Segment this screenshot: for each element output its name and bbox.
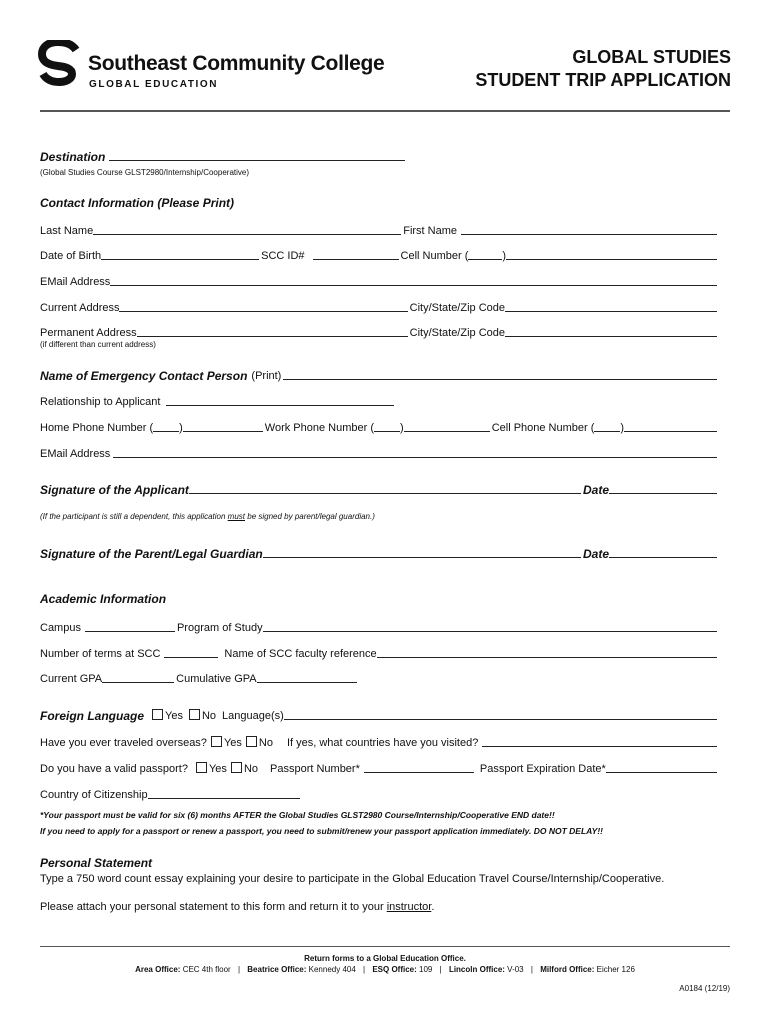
emergency-email-field[interactable] [113,446,717,458]
phones-row [40,418,719,434]
gpa-row [40,669,719,685]
office-name: Beatrice Office: [247,965,307,974]
cell-phone-label: Cell Phone Number ( ) [491,422,625,434]
destination-label: Destination [40,150,106,164]
form-title-line2: STUDENT TRIP APPLICATION [475,70,731,90]
faculty-label: Name of SCC faculty reference [224,648,377,660]
cum-gpa-label: Cumulative GPA [176,673,257,685]
permanent-address-field[interactable] [137,325,408,337]
terms-label: Number of terms at SCC [40,648,161,660]
passport-number-label: Passport Number* [270,763,360,775]
passport-yes-label: Yes [208,763,227,775]
cell-phone-label-text: Cell Phone Number ( [491,422,595,434]
division-name: GLOBAL EDUCATION [89,79,219,90]
permanent-csz-field[interactable] [505,325,717,337]
terms-row [40,644,719,660]
personal-instruction: Type a 750 word count essay explaining your desire to participate in the Global Education Travel Course/Internship/Cooperative. [40,873,665,885]
countries-field[interactable] [482,735,717,747]
current-csz-field[interactable] [505,300,717,312]
form-code: A0184 (12/19) [679,984,730,993]
destination-note: (Global Studies Course GLST2980/Internship/Cooperative) [40,168,249,177]
traveled-yes-label: Yes [223,737,242,749]
program-field[interactable] [263,620,717,632]
work-phone-label: Work Phone Number ( ) [264,422,404,434]
terms-field[interactable] [164,646,218,658]
office-name: ESQ Office: [372,965,417,974]
language-no-checkbox[interactable] [189,709,200,720]
passport-exp-field[interactable] [606,761,717,773]
scc-logo-icon [38,40,82,88]
form-title [475,46,731,92]
home-area-code-field[interactable] [153,420,179,432]
passport-number-field[interactable] [364,761,474,773]
dob-label: Date of Birth [40,250,102,262]
relationship-field[interactable] [166,394,394,406]
faculty-field[interactable] [377,646,717,658]
dependent-note [40,512,375,521]
dependent-note-must: must [227,512,246,521]
email-row [40,272,719,288]
program-label: Program of Study [176,622,263,634]
campus-field[interactable] [85,620,175,632]
applicant-date-field[interactable] [609,482,717,494]
college-logo [38,40,82,88]
form-title-line1: GLOBAL STUDIES [572,47,731,67]
countries-label: If yes, what countries have you visited? [286,737,479,749]
passport-exp-label: Passport Expiration Date* [479,763,606,775]
language-yes-label: Yes [165,710,183,722]
passport-no-label: No [243,763,258,775]
destination-row [40,147,719,163]
cell-number-field[interactable] [506,248,717,260]
traveled-no-label: No [258,737,273,749]
permanent-address-label: Permanent Address [40,327,137,339]
cell-label: Cell Number ( ) [400,250,507,262]
email-field[interactable] [110,274,717,286]
passport-question-label: Do you have a valid passport? [40,763,188,775]
relationship-row [40,392,719,408]
office-location: Eicher 126 [596,965,635,974]
personal-attach-pre: Please attach your personal statement to this form and return it to your [40,901,387,913]
personal-attach-post: . [431,901,435,913]
permanent-note: (if different than current address) [40,340,156,349]
first-name-field[interactable] [461,223,717,235]
office-separator: | [439,965,442,974]
work-area-code-field[interactable] [374,420,400,432]
office-separator: | [363,965,366,974]
emergency-email-row [40,444,719,460]
applicant-date-label: Date [582,483,609,497]
office-list [0,965,770,974]
guardian-signature-label: Signature of the Parent/Legal Guardian [40,547,263,561]
home-phone-field[interactable] [183,420,263,432]
dob-field[interactable] [101,248,259,260]
office-location: CEC 4th floor [182,965,231,974]
languages-field[interactable] [284,708,717,720]
guardian-signature-row [40,544,719,560]
destination-field[interactable] [109,149,405,161]
current-address-row [40,298,719,314]
guardian-signature-field[interactable] [263,546,581,558]
email-label: EMail Address [40,276,111,288]
permanent-csz-label: City/State/Zip Code [409,327,505,339]
campus-label: Campus [40,622,81,634]
applicant-signature-field[interactable] [189,482,581,494]
first-name-label: First Name [403,225,457,237]
name-row [40,221,719,237]
traveled-label: Have you ever traveled overseas? [40,737,207,749]
instructor-link[interactable]: instructor [386,901,432,913]
college-name: Southeast Community College [88,52,385,75]
work-phone-label-text: Work Phone Number ( [264,422,375,434]
personal-heading: Personal Statement [40,856,153,870]
emergency-name-field[interactable] [283,368,717,380]
header-rule [40,110,730,112]
dob-row [40,246,719,262]
contact-heading: Contact Information (Please Print) [40,196,235,210]
home-phone-label: Home Phone Number ( ) [40,422,183,434]
office-location: Kennedy 404 [308,965,356,974]
emergency-cell-field[interactable] [624,420,717,432]
traveled-row [40,733,719,749]
cum-gpa-field[interactable] [257,671,357,683]
permanent-address-row [40,323,719,339]
academic-heading: Academic Information [40,592,167,606]
gpa-label: Current GPA [40,673,103,685]
citizenship-label: Country of Citizenship [40,789,148,801]
personal-attach [40,901,434,913]
languages-label: Language(s) [222,710,284,722]
emergency-row [40,366,719,382]
passport-row [40,759,719,775]
dependent-note-post: be signed by parent/legal guardian.) [245,512,375,521]
foreign-language-label: Foreign Language [40,709,145,723]
cell-label-text: Cell Number ( [400,250,469,262]
emergency-print-label: (Print) [251,370,282,382]
emergency-label: Name of Emergency Contact Person [40,369,248,383]
campus-row [40,618,719,634]
cell-area-code-field[interactable] [468,248,502,260]
passport-no-checkbox[interactable] [231,762,242,773]
scc-id-field[interactable] [313,248,399,260]
applicant-signature-row [40,480,719,496]
office-location: 109 [419,965,433,974]
traveled-no-checkbox[interactable] [246,736,257,747]
dependent-note-pre: (If the participant is still a dependent, this application [40,512,228,521]
traveled-yes-checkbox[interactable] [211,736,222,747]
gpa-field[interactable] [102,671,174,683]
office-name: Milford Office: [540,965,595,974]
current-address-field[interactable] [119,300,407,312]
foreign-language-row [40,706,719,722]
current-address-label: Current Address [40,302,120,314]
citizenship-field[interactable] [148,787,300,799]
last-name-field[interactable] [93,223,401,235]
emergency-email-label: EMail Address [40,448,111,460]
guardian-date-label: Date [582,547,609,561]
office-location: V-03 [507,965,524,974]
return-text: Return forms to a Global Education Office. [304,954,466,963]
office-separator: | [530,965,533,974]
last-name-label: Last Name [40,225,94,237]
office-name: Area Office: [135,965,181,974]
passport-notice-1: *Your passport must be valid for six (6) months AFTER the Global Studies GLST2980 Course/Internship/Cooperative END date!! [40,810,555,820]
language-yes-checkbox[interactable] [152,709,163,720]
home-phone-label-text: Home Phone Number ( [40,422,154,434]
footer-rule [40,946,730,947]
office-separator: | [237,965,241,974]
citizenship-row [40,785,719,801]
guardian-date-field[interactable] [609,546,717,558]
office-name: Lincoln Office: [448,965,505,974]
emergency-cell-area-code-field[interactable] [594,420,620,432]
work-phone-field[interactable] [404,420,490,432]
passport-yes-checkbox[interactable] [196,762,207,773]
current-csz-label: City/State/Zip Code [409,302,505,314]
relationship-label: Relationship to Applicant [40,396,161,408]
passport-notice-2: If you need to apply for a passport or renew a passport, you need to submit/renew your passport application immediately. DO NOT DELAY!! [40,826,603,836]
applicant-signature-label: Signature of the Applicant [40,483,189,497]
language-no-label: No [201,710,217,722]
scc-id-label: SCC ID# [261,250,305,262]
